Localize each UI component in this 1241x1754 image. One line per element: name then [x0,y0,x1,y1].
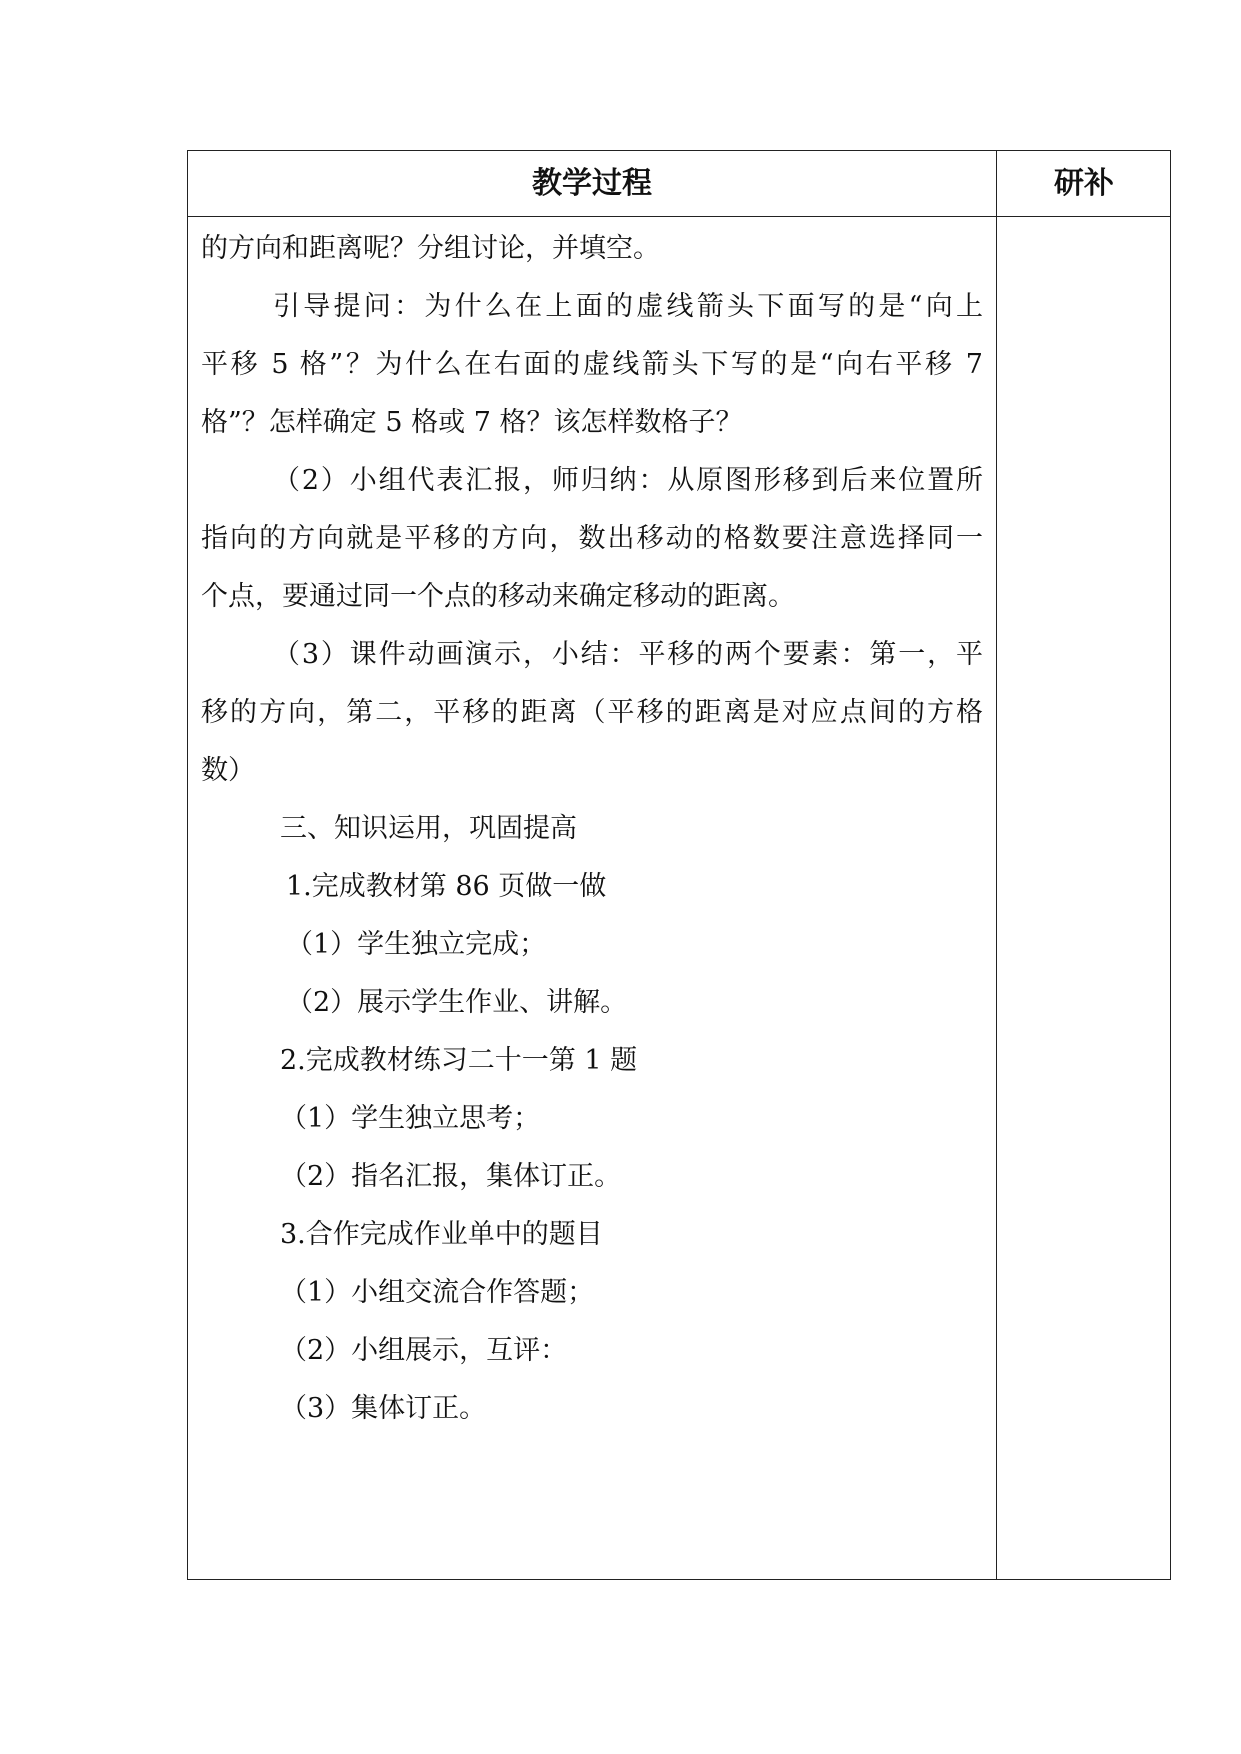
header-research-notes: 研补 [1054,166,1114,201]
text-line: （3）课件动画演示，小结：平移的两个要素：第一，平 [273,639,983,670]
text-line: 的方向和距离呢？分组讨论，并填空。 [201,233,660,264]
text-line: 指向的方向就是平移的方向，数出移动的格数要注意选择同一 [201,523,983,554]
text-line: 1.完成教材第 86 页做一做 [286,871,607,902]
table-header-row [188,151,1170,217]
text-line: 移的方向，第二，平移的距离（平移的距离是对应点间的方格 [201,697,983,728]
text-line: （2）展示学生作业、讲解。 [286,987,628,1018]
section-heading: 三、知识运用，巩固提高 [280,813,577,844]
lesson-plan-table [187,150,1171,1580]
text-line: 格”？怎样确定 5 格或 7 格？该怎样数格子？ [201,407,743,438]
text-line: （1）学生独立思考； [280,1103,541,1134]
text-line: （2）小组展示，互评： [280,1335,568,1366]
text-line: 3.合作完成作业单中的题目 [280,1219,603,1250]
text-line: 个点，要通过同一个点的移动来确定移动的距离。 [201,581,795,612]
text-line: 数） [201,755,255,786]
text-line: （1）学生独立完成； [286,929,547,960]
text-line: 2.完成教材练习二十一第 1 题 [280,1045,638,1076]
text-line: （3）集体订正。 [280,1393,487,1424]
header-teaching-process: 教学过程 [532,166,652,201]
text-line: 平移 5 格”？为什么在右面的虚线箭头下写的是“向右平移 7 [201,349,983,380]
text-line: （2）指名汇报，集体订正。 [280,1161,622,1192]
text-line: 引导提问：为什么在上面的虚线箭头下面写的是“向上 [273,291,983,322]
text-line: （1）小组交流合作答题； [280,1277,595,1308]
text-line: （2）小组代表汇报，师归纳：从原图形移到后来位置所 [273,465,983,496]
research-notes-cell [996,217,1172,1579]
